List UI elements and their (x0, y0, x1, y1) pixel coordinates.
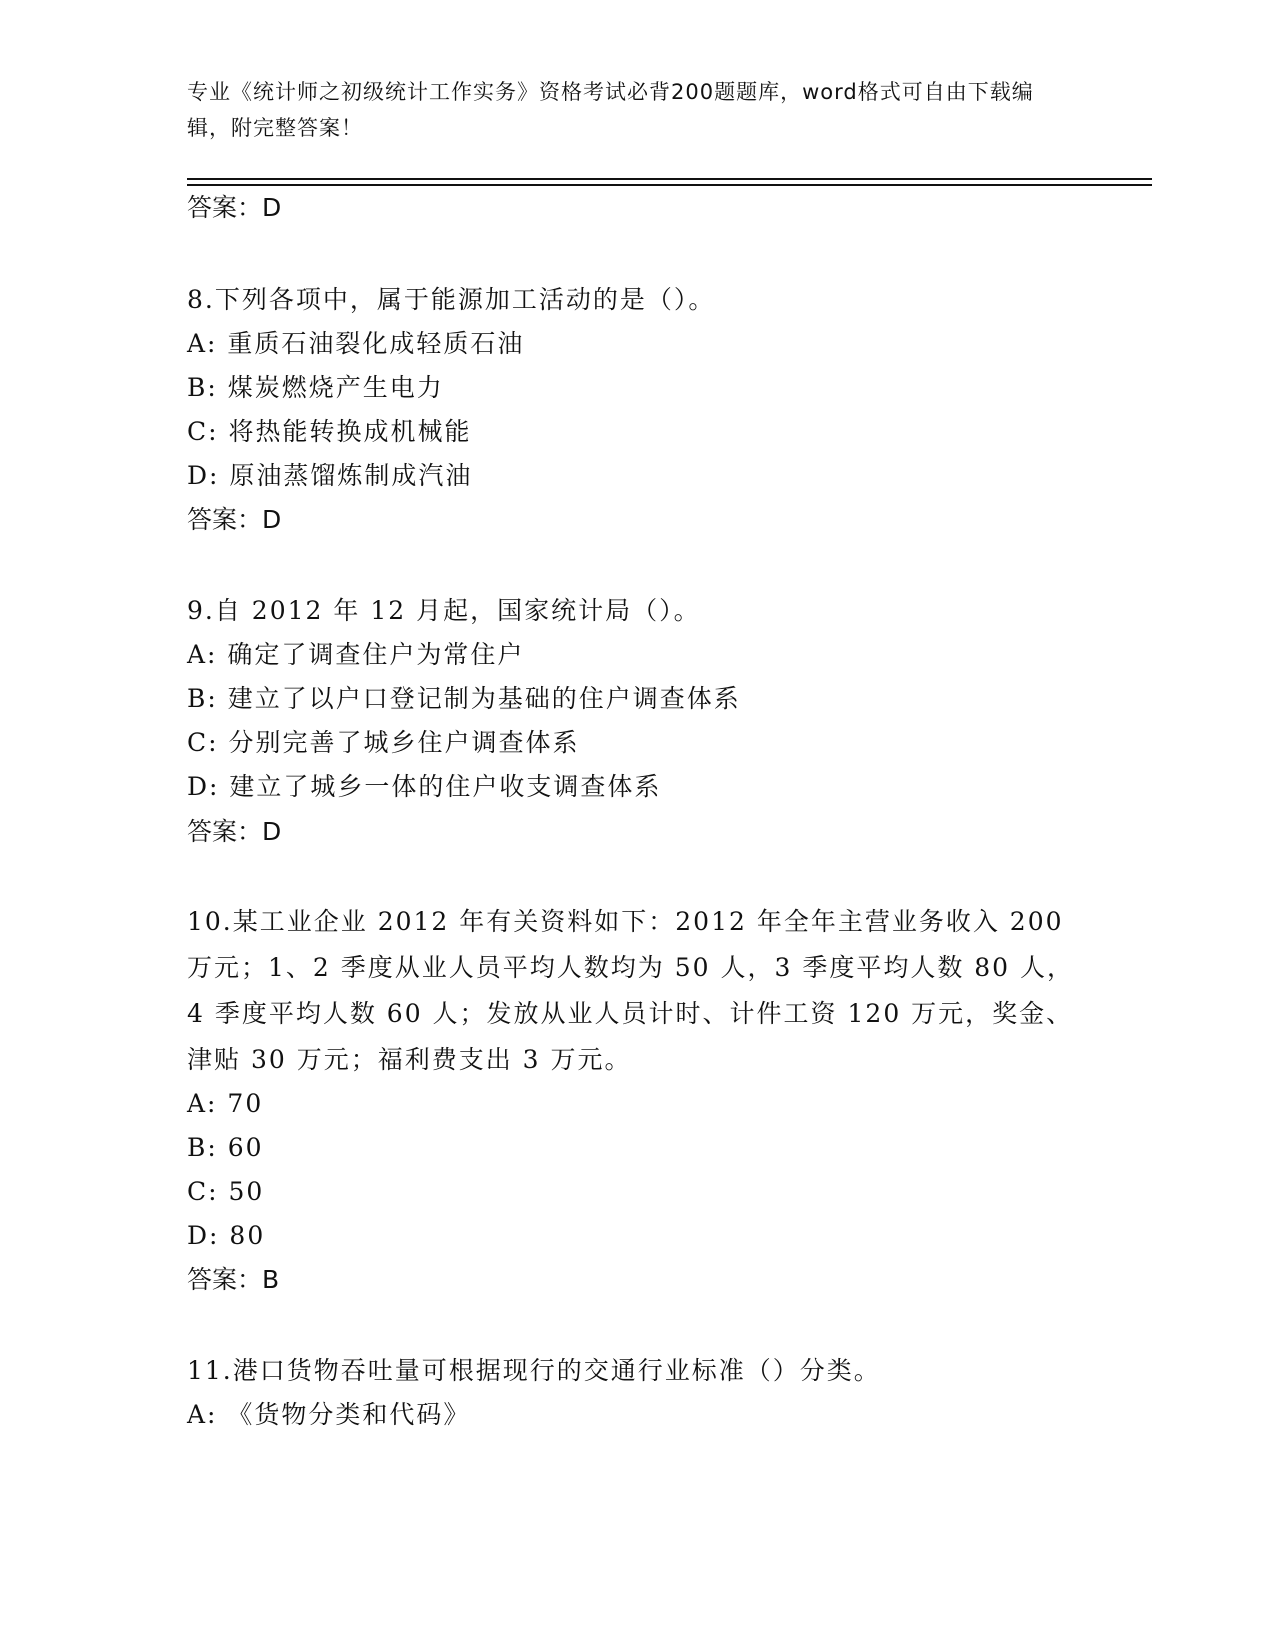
answer-prev: 答案：D (187, 193, 282, 222)
q9-answer: 答案：D (187, 817, 282, 846)
q9-option-c: C: 分别完善了城乡住户调查体系 (187, 728, 580, 757)
q9-option-a: A: 确定了调查住户为常住户 (187, 640, 525, 669)
question-10: 10.某工业企业 2012 年有关资料如下：2012 年全年主营业务收入 200 万元；1、2 季度从业人员平均人数均为 50 人，3 季度平均人数 80 人，4 季度平均人数 60 人；发放从业人员计时、计件工资 120 万元，奖金、津贴 30 万元；福利费支出 3 万元。 (187, 907, 1075, 1074)
q8-option-d: D: 原油蒸馏炼制成汽油 (187, 461, 473, 490)
q10-option-b: B: 60 (187, 1133, 264, 1162)
q10-answer: 答案：B (187, 1265, 280, 1294)
question-8: 8.下列各项中，属于能源加工活动的是（）。 (187, 285, 716, 314)
q9-option-b: B: 建立了以户口登记制为基础的住户调查体系 (187, 684, 741, 713)
question-9: 9.自 2012 年 12 月起，国家统计局（）。 (187, 596, 701, 625)
q8-option-a: A: 重质石油裂化成轻质石油 (187, 329, 525, 358)
q8-option-b: B: 煤炭燃烧产生电力 (187, 373, 444, 402)
question-11: 11.港口货物吞吐量可根据现行的交通行业标准（）分类。 (187, 1356, 881, 1385)
q10-option-c: C: 50 (187, 1177, 265, 1206)
q10-option-a: A: 70 (187, 1089, 264, 1118)
header-divider-top (187, 178, 1152, 180)
q8-option-c: C: 将热能转换成机械能 (187, 417, 472, 446)
q10-option-d: D: 80 (187, 1221, 266, 1250)
q11-option-a: A: 《货物分类和代码》 (187, 1400, 471, 1429)
q9-option-d: D: 建立了城乡一体的住户收支调查体系 (187, 772, 662, 801)
document-header: 专业《统计师之初级统计工作实务》资格考试必背200题题库，word格式可自由下载编辑，附完整答案！ (187, 80, 1034, 140)
q8-answer: 答案：D (187, 505, 282, 534)
header-divider-bottom (187, 184, 1152, 186)
